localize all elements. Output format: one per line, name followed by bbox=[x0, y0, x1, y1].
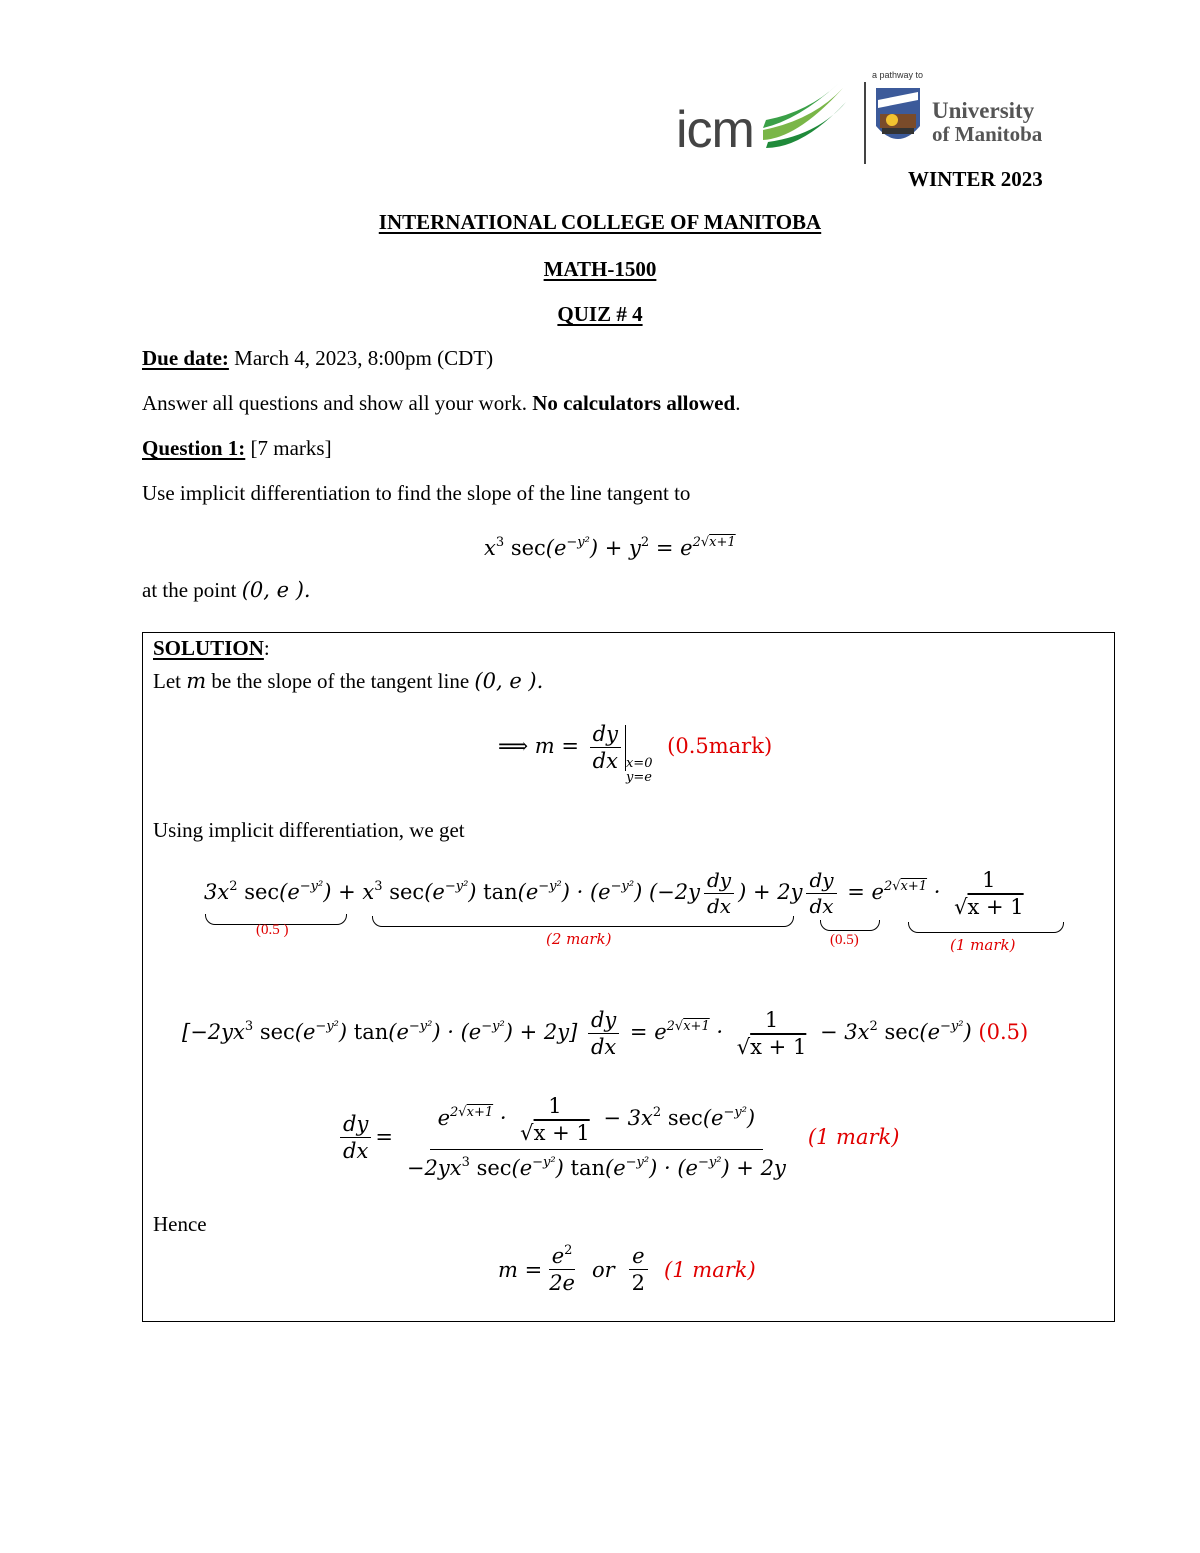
or-word: or bbox=[591, 1257, 615, 1282]
solution-let-line bbox=[153, 669, 543, 694]
derivative-equation-line1: $3x^2$ $\sec(e^{-y^2}) + x^3$ $\sec(e^{-y^2}) \tan(e^{-y^2}) \cdot (e^{-y^2})$ (−2y $\frac{dy}{dx}$ ) + 2y $\frac{dy}{dx}$ = $e^{2√x+1}$ · $\frac{1}{√x + 1}$ bbox=[204, 868, 1024, 920]
university-line2: of Manitoba bbox=[932, 122, 1043, 146]
point-prefix: at the point bbox=[142, 578, 242, 602]
mark-underbrace-4: (1 mark) bbox=[950, 936, 1016, 954]
due-date-line bbox=[142, 346, 493, 371]
underbrace-4 bbox=[908, 922, 1064, 933]
let-prefix: Let bbox=[153, 669, 187, 693]
instructions-end: . bbox=[735, 391, 741, 415]
let-var: m bbox=[186, 669, 207, 693]
mark-slope-def: (0.5mark) bbox=[667, 734, 773, 759]
quiz-title-text: QUIZ # 4 bbox=[557, 302, 643, 326]
due-date-value: March 4, 2023, 8:00pm (CDT) bbox=[228, 346, 494, 370]
instructions-line bbox=[142, 391, 740, 416]
university-line1: University bbox=[932, 98, 1035, 123]
course-title-text: MATH-1500 bbox=[543, 257, 657, 281]
solution-heading bbox=[153, 636, 270, 661]
question1-prompt: Use implicit differentiation to find the slope of the line tangent to bbox=[142, 481, 691, 505]
derivative-equation-line2: [$-2yx^3$ $\sec(e^{-y^2}) \tan(e^{-y^2}) \cdot (e^{-y^2}) + 2y$] $\frac{dy}{dx}$ = $e^{2√x+1}$ · $\frac{1}{√x + 1}$ − $3x^2$ $\sec(e^{-y^2})$ (0.5) bbox=[182, 1008, 1029, 1060]
let-suffix: be the slope of the tangent line bbox=[206, 669, 475, 693]
question1-heading bbox=[142, 436, 332, 461]
college-title-text: INTERNATIONAL COLLEGE OF MANITOBA bbox=[378, 210, 822, 234]
question-point-line bbox=[142, 578, 311, 603]
solution-heading-colon: : bbox=[263, 636, 270, 660]
mark-line2: (0.5) bbox=[978, 1020, 1029, 1045]
pathway-text: a pathway to bbox=[872, 70, 924, 80]
underbrace-2 bbox=[372, 916, 794, 927]
mark-underbrace-1: (0.5 ) bbox=[256, 922, 289, 938]
icm-logo bbox=[676, 78, 836, 158]
dydx-solved-equation: $\frac{dy}{dx}$ = $e^{2√x+1}$ · $\frac{1}{√x + 1}$ − $3x^2$ $\sec(e^{-y^2})$ $-2yx^3$ $\sec(e^{-y^2}) \tan(e^{-y^2}) \cdot (e^{-y^2}) + 2y$ (1 mark) bbox=[336, 1094, 899, 1180]
instructions-bold: No calculators allowed bbox=[526, 391, 736, 415]
using-implicit-text: Using implicit differentiation, we get bbox=[153, 818, 465, 842]
let-point: (0, e ). bbox=[474, 669, 544, 693]
university-manitoba-logo bbox=[874, 86, 1064, 156]
crest-icon bbox=[874, 86, 922, 152]
mark-underbrace-3: (0.5) bbox=[830, 932, 859, 948]
hence-text: Hence bbox=[153, 1212, 207, 1236]
point-value: (0, e ). bbox=[241, 578, 311, 602]
due-date-label: Due date: bbox=[142, 346, 229, 370]
mark-underbrace-2: (2 mark) bbox=[546, 930, 612, 948]
slope-definition-equation: ⟹ m = $\frac{dy}{dx}$ x=0 y=e (0.5mark) bbox=[498, 722, 773, 786]
quiz-title bbox=[0, 302, 1200, 327]
mark-line3: (1 mark) bbox=[807, 1125, 900, 1150]
college-title bbox=[0, 210, 1200, 235]
question1-marks: [7 marks] bbox=[245, 436, 332, 460]
mark-line4: (1 mark) bbox=[664, 1257, 756, 1282]
icm-logo-text: icm bbox=[676, 101, 754, 159]
question-equation: $x^3$ $\sec(e^{-y^2}) + y^2 = e^{2√x+1}$ bbox=[484, 534, 736, 560]
icm-swoosh-icon bbox=[758, 80, 848, 150]
term-label: WINTER 2023 bbox=[908, 167, 1043, 191]
final-answer-equation: m = $\frac{e^2}{2e}$ or $\frac{e}{2}$ (1 mark) bbox=[498, 1242, 756, 1296]
solution-heading-text: SOLUTION bbox=[153, 636, 264, 660]
question1-label: Question 1: bbox=[142, 436, 246, 460]
underbrace-3 bbox=[820, 920, 880, 931]
course-title bbox=[0, 257, 1200, 282]
logo-divider bbox=[864, 82, 866, 164]
instructions-text: Answer all questions and show all your work. bbox=[142, 391, 527, 415]
